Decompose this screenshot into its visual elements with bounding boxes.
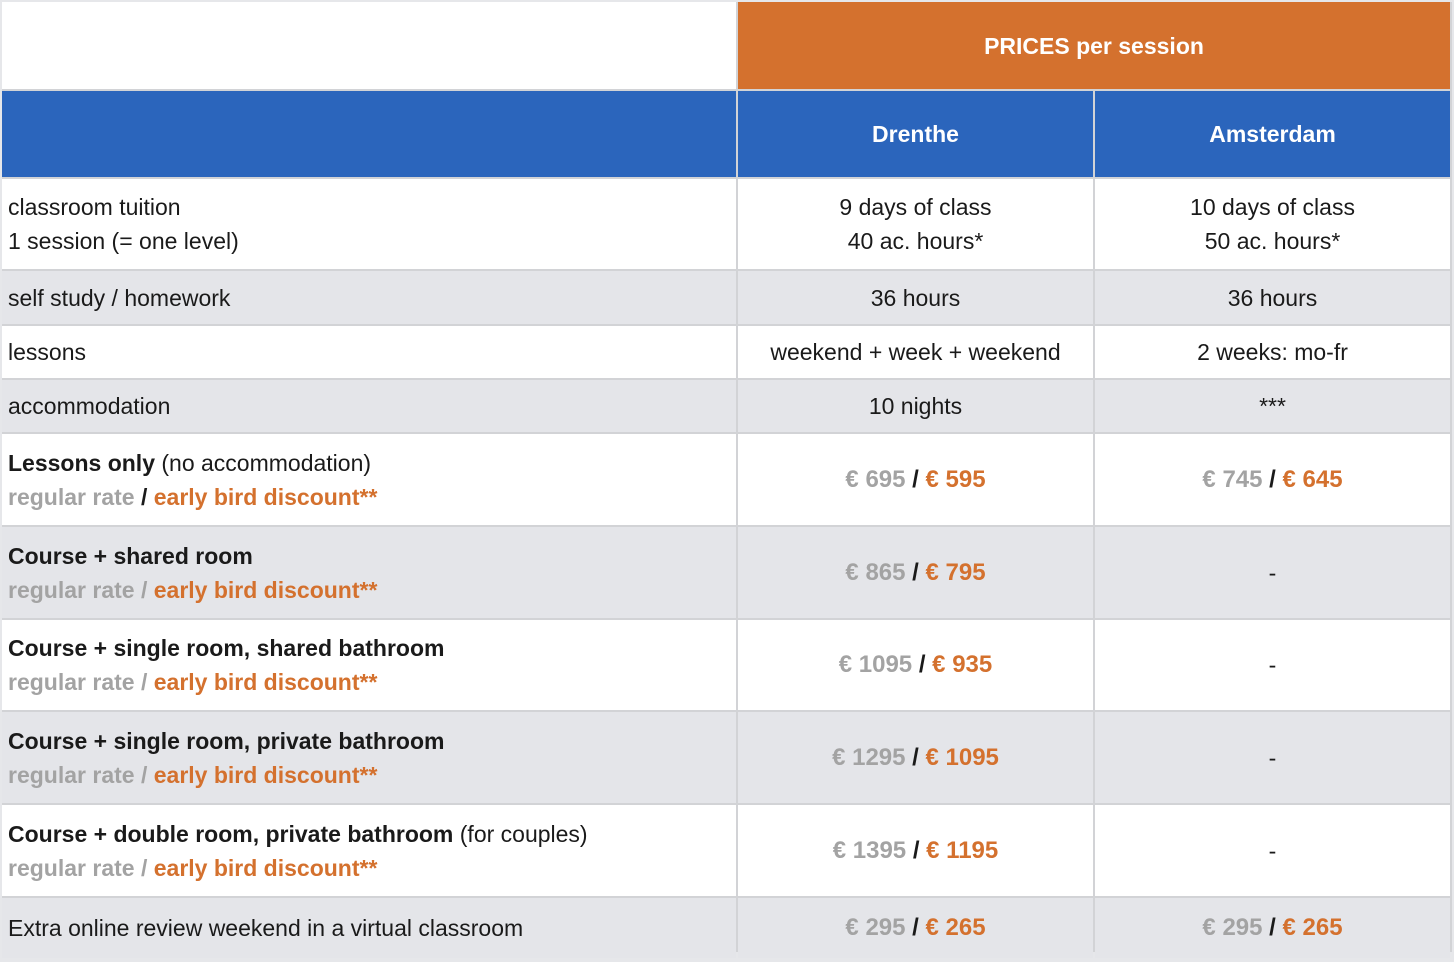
lessons-drenthe-value: weekend + week + weekend bbox=[770, 339, 1061, 365]
single-shared-bath-drenthe-price bbox=[738, 620, 1093, 710]
regular-price: € 295 bbox=[1202, 914, 1263, 941]
self-study-drenthe bbox=[738, 271, 1093, 324]
tuition-drenthe-hours: 40 ac. hours* bbox=[847, 228, 984, 254]
early-bird-price: € 1195 bbox=[926, 836, 999, 864]
regular-rate-label: regular rate bbox=[8, 576, 135, 603]
double-room-drenthe-price bbox=[738, 805, 1093, 896]
self-study-amsterdam bbox=[1095, 271, 1450, 324]
single-private-bath-drenthe-price bbox=[738, 712, 1093, 803]
single-shared-bath-title: Course + single room, shared bathroom bbox=[8, 635, 445, 661]
rate-separator: / bbox=[140, 854, 148, 881]
regular-price: € 1395 bbox=[832, 836, 907, 864]
tuition-label-line2: 1 session (= one level) bbox=[8, 228, 239, 254]
tuition-amsterdam-days: 10 days of class bbox=[1190, 194, 1355, 220]
row-label-double-room bbox=[2, 805, 736, 896]
price-separator: / bbox=[912, 914, 919, 941]
rate-legend bbox=[8, 573, 730, 607]
early-bird-price: € 265 bbox=[1282, 914, 1343, 941]
regular-rate-label: regular rate bbox=[8, 854, 135, 881]
row-label-single-shared-bath bbox=[2, 620, 736, 710]
accommodation-drenthe-value: 10 nights bbox=[868, 393, 963, 419]
accommodation-drenthe bbox=[738, 380, 1093, 432]
shared-room-drenthe-price bbox=[738, 527, 1093, 618]
double-room-title-line bbox=[8, 817, 730, 851]
early-bird-label: early bird discount** bbox=[153, 854, 378, 881]
early-bird-price: € 595 bbox=[925, 465, 986, 493]
price-separator: / bbox=[1269, 914, 1276, 941]
early-bird-label: early bird discount** bbox=[153, 761, 378, 788]
amsterdam-label: Amsterdam bbox=[1209, 121, 1336, 147]
regular-rate-label: regular rate bbox=[8, 761, 135, 788]
rate-separator: / bbox=[140, 576, 148, 603]
accommodation-label: accommodation bbox=[8, 393, 171, 419]
lessons-amsterdam-value: 2 weeks: mo-fr bbox=[1197, 339, 1348, 365]
rate-legend bbox=[8, 480, 730, 514]
double-room-note: (for couples) bbox=[459, 820, 588, 847]
drenthe-label: Drenthe bbox=[872, 121, 959, 147]
tuition-drenthe bbox=[738, 179, 1093, 269]
rate-legend bbox=[8, 758, 730, 792]
row-label-lessons-only bbox=[2, 434, 736, 525]
rate-separator: / bbox=[140, 669, 148, 695]
shared-room-amsterdam bbox=[1095, 527, 1450, 618]
rate-legend bbox=[8, 851, 730, 885]
online-review-label: Extra online review weekend in a virtual classroom bbox=[8, 915, 524, 941]
row-label-tuition bbox=[2, 179, 736, 269]
price-separator: / bbox=[912, 836, 920, 864]
row-label-single-private-bath bbox=[2, 712, 736, 803]
single-private-bath-amsterdam bbox=[1095, 712, 1450, 803]
single-shared-bath-amsterdam bbox=[1095, 620, 1450, 710]
lessons-drenthe bbox=[738, 326, 1093, 378]
self-study-amsterdam-value: 36 hours bbox=[1227, 284, 1318, 311]
price-separator: / bbox=[912, 558, 919, 586]
tuition-amsterdam-hours: 50 ac. hours* bbox=[1204, 228, 1341, 254]
tuition-drenthe-days: 9 days of class bbox=[839, 194, 992, 220]
row-label-lessons bbox=[2, 326, 736, 378]
not-available-dash: - bbox=[1268, 837, 1277, 864]
price-separator: / bbox=[912, 743, 919, 771]
lessons-only-title: Lessons only bbox=[8, 449, 155, 476]
lessons-only-title-line bbox=[8, 446, 730, 480]
not-available-dash: - bbox=[1268, 559, 1277, 586]
regular-price: € 865 bbox=[845, 558, 906, 586]
lessons-only-amsterdam-price bbox=[1095, 434, 1450, 525]
online-review-amsterdam-price bbox=[1095, 898, 1450, 958]
shared-room-title: Course + shared room bbox=[8, 542, 253, 569]
early-bird-label: early bird discount** bbox=[153, 669, 378, 695]
header-empty-cell bbox=[2, 2, 736, 89]
self-study-drenthe-value: 36 hours bbox=[870, 284, 961, 311]
early-bird-label: early bird discount** bbox=[153, 483, 378, 510]
column-header-empty bbox=[2, 91, 736, 177]
regular-price: € 1095 bbox=[838, 651, 913, 678]
prices-header bbox=[738, 2, 1450, 89]
early-bird-price: € 645 bbox=[1282, 465, 1343, 493]
lessons-only-drenthe-price bbox=[738, 434, 1093, 525]
early-bird-price: € 265 bbox=[925, 914, 986, 941]
early-bird-price: € 935 bbox=[932, 651, 993, 678]
regular-price: € 745 bbox=[1202, 465, 1263, 493]
price-table bbox=[2, 2, 1452, 952]
accommodation-amsterdam-value: *** bbox=[1259, 393, 1286, 419]
double-room-amsterdam bbox=[1095, 805, 1450, 896]
regular-price: € 1295 bbox=[832, 743, 906, 771]
lessons-label: lessons bbox=[8, 339, 86, 365]
lessons-only-note: (no accommodation) bbox=[161, 449, 372, 476]
early-bird-price: € 795 bbox=[925, 558, 986, 586]
row-label-online-review bbox=[2, 898, 736, 958]
regular-rate-label: regular rate bbox=[8, 669, 135, 695]
row-label-self-study bbox=[2, 271, 736, 324]
online-review-drenthe-price bbox=[738, 898, 1093, 958]
rate-legend bbox=[8, 665, 730, 699]
price-separator: / bbox=[912, 465, 919, 493]
row-label-accommodation bbox=[2, 380, 736, 432]
tuition-amsterdam bbox=[1095, 179, 1450, 269]
single-private-bath-title: Course + single room, private bathroom bbox=[8, 727, 445, 754]
lessons-amsterdam bbox=[1095, 326, 1450, 378]
tuition-label-line1: classroom tuition bbox=[8, 194, 181, 220]
accommodation-amsterdam bbox=[1095, 380, 1450, 432]
column-header-drenthe bbox=[738, 91, 1093, 177]
price-separator: / bbox=[1269, 465, 1276, 493]
regular-rate-label: regular rate bbox=[8, 483, 135, 510]
self-study-label: self study / homework bbox=[8, 284, 231, 311]
price-separator: / bbox=[918, 651, 926, 678]
double-room-title: Course + double room, private bathroom bbox=[8, 820, 454, 847]
prices-title: PRICES per session bbox=[984, 32, 1204, 59]
early-bird-price: € 1095 bbox=[925, 743, 999, 771]
regular-price: € 695 bbox=[845, 465, 906, 493]
row-label-shared-room bbox=[2, 527, 736, 618]
early-bird-label: early bird discount** bbox=[153, 576, 378, 603]
rate-separator: / bbox=[140, 761, 148, 788]
column-header-amsterdam bbox=[1095, 91, 1450, 177]
rate-separator: / bbox=[140, 483, 148, 510]
regular-price: € 295 bbox=[845, 914, 906, 941]
not-available-dash: - bbox=[1268, 744, 1277, 771]
not-available-dash: - bbox=[1268, 652, 1277, 678]
